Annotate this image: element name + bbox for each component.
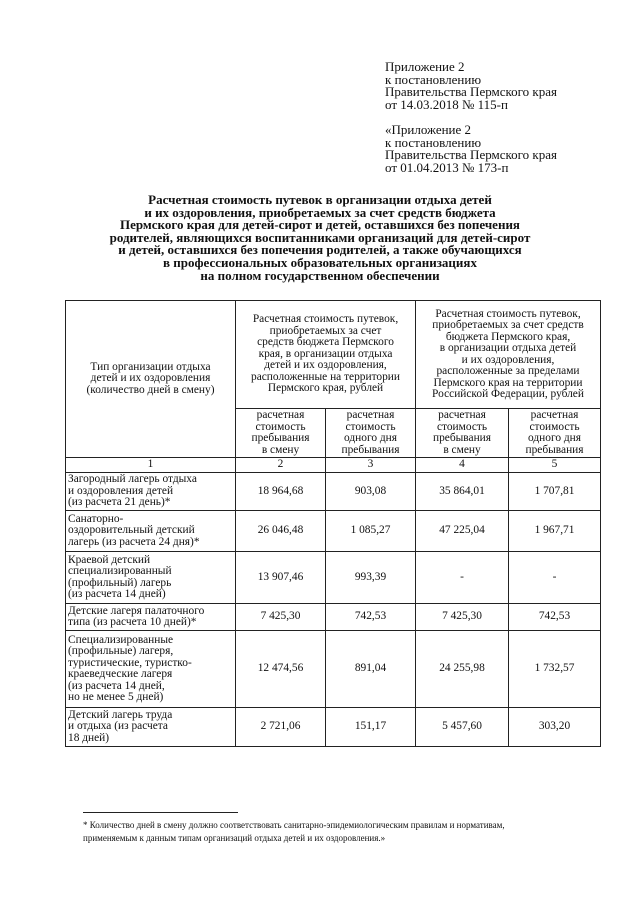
cost-per-stay-outside: 24 255,98 — [416, 631, 509, 708]
cost-per-day-perm: 742,53 — [326, 604, 416, 631]
cost-per-stay-outside: - — [416, 552, 509, 604]
cost-per-day-outside: - — [509, 552, 601, 604]
table-row — [66, 552, 601, 604]
cost-per-stay-perm: 7 425,30 — [236, 604, 326, 631]
cost-per-day-outside: 303,20 — [509, 708, 601, 747]
document-title — [80, 194, 560, 282]
title-line: и детей, оставшихся без попечения родителей, а также обучающихся — [118, 242, 522, 258]
col-type-header: Тип организации отдыха детей и их оздоровления (количество дней в смену) — [66, 301, 236, 458]
appendix-line: Правительства Пермского края — [385, 84, 557, 99]
title-line: на полном государственном обеспечении — [200, 267, 440, 283]
cost-per-stay-outside: 7 425,30 — [416, 604, 509, 631]
camp-type-cell: Детские лагеря палаточного типа (из расчета 10 дней)* — [66, 604, 236, 631]
col-number: 3 — [326, 458, 416, 473]
subheader-day-outside: расчетная стоимость одного дня пребывания — [509, 409, 601, 458]
camp-type-cell: Краевой детский специализированный (профильный) лагерь (из расчета 14 дней) — [66, 552, 236, 604]
table-row — [66, 631, 601, 708]
cost-per-stay-perm: 18 964,68 — [236, 473, 326, 511]
group-header-perm: Расчетная стоимость путевок, приобретаемых за счет средств бюджета Пермского края, в организации отдыха детей и их оздоровления, расположенные на территории Пермского края, рублей — [236, 301, 416, 409]
cost-per-stay-outside: 35 864,01 — [416, 473, 509, 511]
cost-per-stay-perm: 12 474,56 — [236, 631, 326, 708]
col-number: 4 — [416, 458, 509, 473]
subheader-day-perm: расчетная стоимость одного дня пребывания — [326, 409, 416, 458]
table-row — [66, 511, 601, 552]
column-number-row — [66, 458, 601, 473]
table-row — [66, 473, 601, 511]
cost-per-stay-outside: 5 457,60 — [416, 708, 509, 747]
subheader-stay-perm: расчетная стоимость пребывания в смену — [236, 409, 326, 458]
cost-per-day-perm: 151,17 — [326, 708, 416, 747]
cost-per-day-perm: 903,08 — [326, 473, 416, 511]
cost-per-day-perm: 993,39 — [326, 552, 416, 604]
col-number: 2 — [236, 458, 326, 473]
cost-per-stay-perm: 13 907,46 — [236, 552, 326, 604]
appendix-header-current — [385, 61, 557, 111]
footnote-line: применяемым к данным типам организаций отдыха детей и их оздоровления.» — [83, 832, 386, 843]
appendix-line: «Приложение 2 — [385, 122, 472, 137]
camp-type-cell: Детский лагерь труда и отдыха (из расчета 18 дней) — [66, 708, 236, 747]
footnote-separator — [83, 812, 238, 813]
appendix-line: Правительства Пермского края — [385, 147, 557, 162]
cost-per-day-outside: 1 732,57 — [509, 631, 601, 708]
table-row — [66, 604, 601, 631]
col-number: 1 — [66, 458, 236, 473]
title-line: и их оздоровления, приобретаемых за счет средств бюджета — [144, 204, 496, 220]
title-line: Пермского края для детей-сирот и детей, оставшихся без попечения — [120, 217, 520, 233]
title-line: Расчетная стоимость путевок в организации отдыха детей — [148, 192, 492, 207]
appendix-line: к постановлению — [385, 134, 482, 150]
footnote — [83, 819, 603, 844]
cost-per-day-outside: 1 967,71 — [509, 511, 601, 552]
appendix-line: от 01.04.2013 № 173-п — [385, 159, 509, 175]
group-header-outside: Расчетная стоимость путевок, приобретаемых за счет средств бюджета Пермского края, в организации отдыха детей и их оздоровления, расположенные за пределами Пермского края на территории Российской Федерации, рублей — [416, 301, 601, 409]
cost-table — [65, 300, 601, 747]
cost-per-day-perm: 1 085,27 — [326, 511, 416, 552]
camp-type-cell: Специализированные (профильные) лагеря, туристические, туристко- краеведческие лагеря (из расчета 14 дней, но не менее 5 дней) — [66, 631, 236, 708]
camp-type-cell: Загородный лагерь отдыха и оздоровления детей (из расчета 21 день)* — [66, 473, 236, 511]
appendix-header-original — [385, 124, 557, 174]
cost-per-day-perm: 891,04 — [326, 631, 416, 708]
cost-per-day-outside: 742,53 — [509, 604, 601, 631]
cost-per-day-outside: 1 707,81 — [509, 473, 601, 511]
cost-per-stay-perm: 26 046,48 — [236, 511, 326, 552]
title-line: в профессиональных образовательных организациях — [163, 254, 477, 270]
footnote-line: * Количество дней в смену должно соответствовать санитарно-эпидемиологическим правилам и нормативам, — [83, 820, 505, 830]
appendix-line: от 14.03.2018 № 115-п — [385, 96, 508, 112]
subheader-stay-outside: расчетная стоимость пребывания в смену — [416, 409, 509, 458]
title-line: родителей, являющихся воспитанниками организаций для детей-сирот — [109, 229, 531, 245]
camp-type-cell: Санаторно- оздоровительный детский лагерь (из расчета 24 дня)* — [66, 511, 236, 552]
col-number: 5 — [509, 458, 601, 473]
appendix-line: к постановлению — [385, 71, 482, 87]
cost-per-stay-perm: 2 721,06 — [236, 708, 326, 747]
cost-per-stay-outside: 47 225,04 — [416, 511, 509, 552]
table-header-row — [66, 301, 601, 409]
table-row — [66, 708, 601, 747]
appendix-line: Приложение 2 — [385, 59, 465, 74]
